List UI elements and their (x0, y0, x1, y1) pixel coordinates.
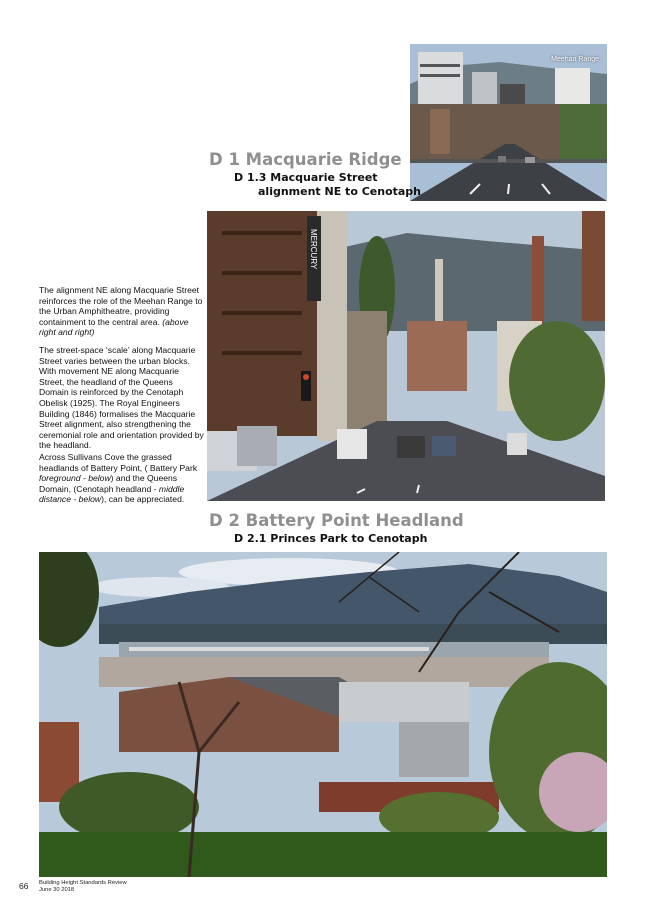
page-number: 66 (19, 881, 29, 891)
photo-macquarie-street-cenotaph (207, 211, 605, 501)
para3-part-c: ) and the Queens Domain, (Cenotaph headland - (39, 473, 178, 494)
section-d2-subtitle: D 2.1 Princes Park to Cenotaph (234, 532, 428, 545)
section-d1-subtitle-line2: alignment NE to Cenotaph (258, 185, 422, 198)
footer-date: June 30 2018 (39, 887, 75, 893)
mercury-sign: MERCURY (309, 229, 318, 270)
paragraph-alignment (39, 285, 204, 338)
para3-part-d: middle distance - below (39, 483, 185, 505)
para3-part-a: Across Sullivans Cove the grassed headlands of Battery Point, ( Battery Park (39, 452, 198, 473)
footer-document-title: Building Height Standards Review (39, 880, 127, 886)
paragraph-alignment-text: The alignment NE along Macquarie Street reinforces the role of the Meehan Range to the Urban Amphitheatre, providing containment to the central area. (39, 285, 203, 327)
paragraph-alignment-note: (above right and right) (39, 316, 189, 338)
para3-part-e: ), can be appreciated. (101, 494, 185, 505)
section-d1-title: D 1 Macquarie Ridge (209, 150, 402, 169)
para3-part-b: foreground - below (39, 473, 111, 484)
section-d1-subtitle-line1: D 1.3 Macquarie Street (234, 171, 378, 184)
photo-macquarie-street-meehan-range (410, 44, 607, 201)
paragraph-street-scale: The street-space ‘scale’ along Macquarie Street varies between the urban blocks. With movement NE along Macquarie Street, the headland of the Queens Domain is reinforced by the Cenotaph Obelisk (1925). The Royal Engineers Building (1846) formalises the Macquarie Street alignment, also strengthening the ceremonial role and orientation provided by the headland. (39, 345, 204, 451)
meehan-range-label: Meehan Range (551, 56, 599, 63)
photo-princes-park-cenotaph (39, 552, 607, 877)
section-d2-title: D 2 Battery Point Headland (209, 511, 464, 530)
paragraph-sullivans-cove (39, 452, 204, 505)
